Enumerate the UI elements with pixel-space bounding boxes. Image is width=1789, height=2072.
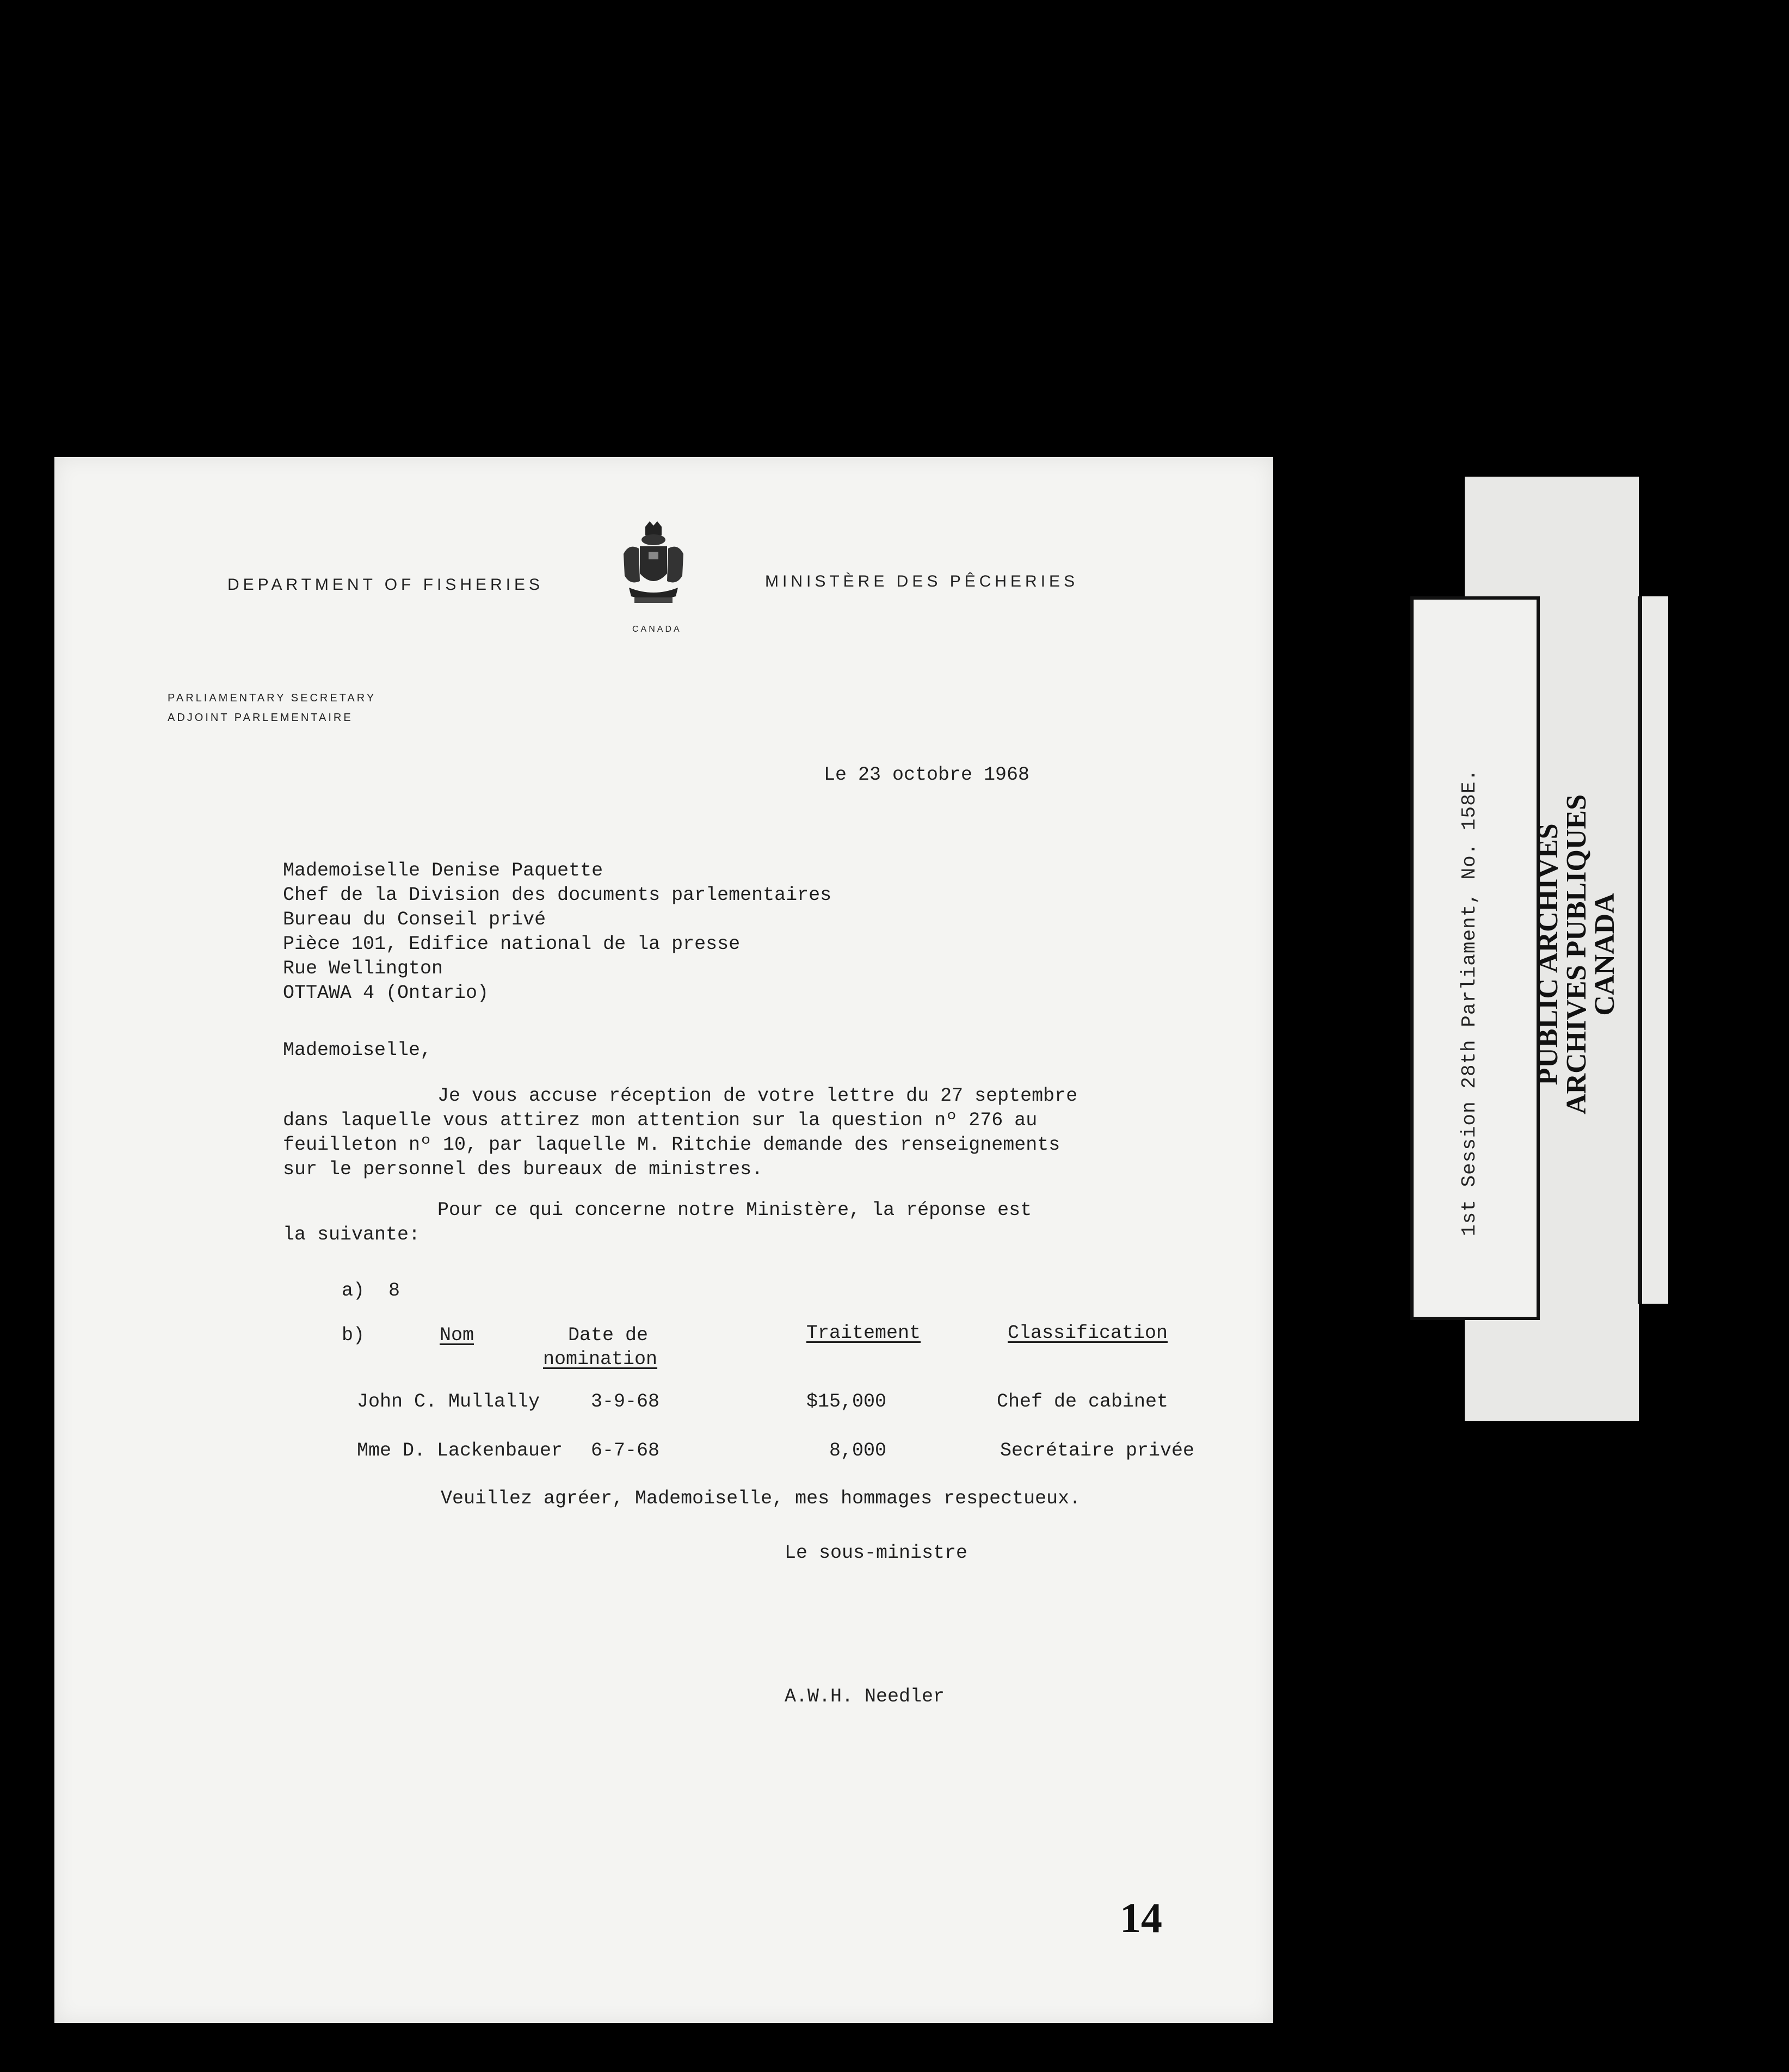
paragraph-line: Je vous accuse réception de votre lettre du 27 septembre — [437, 1085, 1078, 1107]
paragraph-line: Pour ce qui concerne notre Ministère, la réponse est — [437, 1199, 1032, 1221]
archive-label-edge — [1638, 596, 1668, 1304]
crest-caption: CANADA — [632, 625, 682, 634]
recipient-line: Bureau du Conseil privé — [283, 909, 546, 930]
recipient-address — [283, 859, 831, 1006]
header-date-line2: nomination — [543, 1348, 658, 1370]
salutation: Mademoiselle, — [283, 1039, 432, 1061]
row-1-salary: $15,000 — [806, 1391, 887, 1413]
page-number: 14 — [1120, 1894, 1162, 1941]
archives-line: CANADA — [1589, 893, 1620, 1016]
row-1-date: 3-9-68 — [591, 1391, 660, 1413]
row-2-salary: 8,000 — [829, 1440, 887, 1461]
department-name-fr: MINISTÈRE DES PÊCHERIES — [765, 572, 1079, 590]
recipient-line: Pièce 101, Edifice national de la presse — [283, 933, 741, 955]
paragraph-line: feuilleton nº 10, par laquelle M. Ritchie demande des renseignements — [283, 1134, 1060, 1156]
session-text: 1st Session 28th Parliament, No. 158E. — [1458, 769, 1480, 1236]
header-name: Nom — [440, 1324, 474, 1346]
answer-a-value: 8 — [388, 1280, 400, 1302]
header-classification: Classification — [1008, 1322, 1168, 1344]
paragraph-1 — [283, 1084, 1077, 1182]
closing-line: Veuillez agréer, Mademoiselle, mes hommages respectueux. — [441, 1488, 1081, 1509]
row-2-date: 6-7-68 — [591, 1440, 660, 1461]
recipient-line: Rue Wellington — [283, 958, 443, 979]
signature-name: A.W.H. Needler — [785, 1686, 945, 1707]
header-salary: Traitement — [806, 1322, 921, 1344]
office-title-en: PARLIAMENTARY SECRETARY — [168, 692, 377, 704]
archives-line: PUBLIC ARCHIVES — [1533, 823, 1564, 1086]
paragraph-line: la suivante: — [283, 1224, 421, 1245]
answer-b-label: b) — [342, 1324, 365, 1346]
signature-title: Le sous-ministre — [785, 1542, 968, 1564]
row-1-classification: Chef de cabinet — [997, 1391, 1169, 1413]
paragraph-line: sur le personnel des bureaux de ministres. — [283, 1158, 763, 1180]
answer-a-label: a) — [342, 1280, 365, 1302]
archives-line: ARCHIVES PUBLIQUES — [1561, 794, 1592, 1114]
row-1-name: John C. Mullally — [357, 1391, 540, 1413]
row-2-name: Mme D. Lackenbauer — [357, 1440, 563, 1461]
archives-stamp — [1534, 794, 1619, 1114]
recipient-line: OTTAWA 4 (Ontario) — [283, 982, 489, 1004]
office-title-fr: ADJOINT PARLEMENTAIRE — [168, 712, 353, 724]
header-date-line1: Date de — [568, 1324, 649, 1346]
archive-label — [1410, 596, 1540, 1320]
recipient-line: Chef de la Division des documents parlementaires — [283, 884, 832, 906]
letter-date: Le 23 octobre 1968 — [824, 764, 1030, 786]
letter-sheet — [54, 457, 1273, 2023]
recipient-line: Mademoiselle Denise Paquette — [283, 860, 603, 881]
row-2-classification: Secrétaire privée — [1000, 1440, 1195, 1461]
paragraph-line: dans laquelle vous attirez mon attention sur la question nº 276 au — [283, 1109, 1038, 1131]
paragraph-2 — [283, 1198, 1032, 1247]
coat-of-arms-icon — [618, 521, 689, 608]
department-name-en: DEPARTMENT OF FISHERIES — [227, 576, 544, 594]
